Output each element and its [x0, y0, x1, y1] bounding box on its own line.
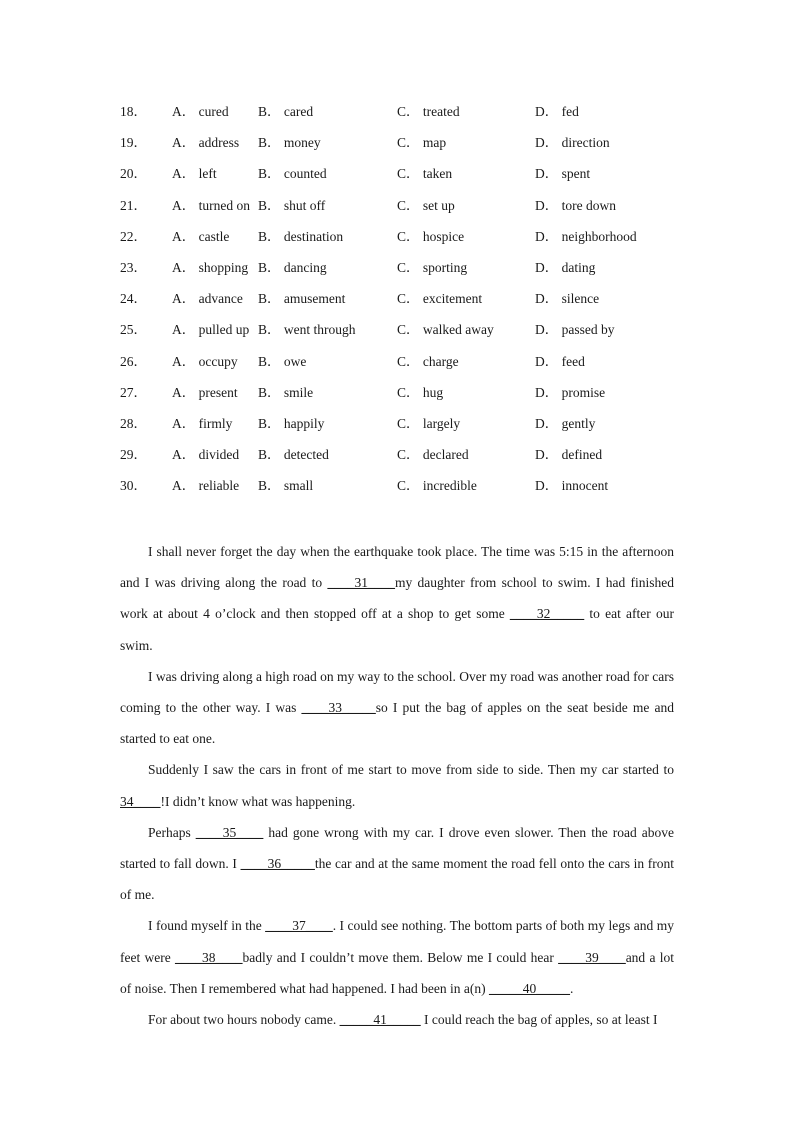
- option-d: D． silence: [535, 291, 600, 307]
- option-b: B． amusement: [258, 291, 346, 307]
- question-number: 27．: [120, 384, 147, 400]
- option-d: D． innocent: [535, 478, 609, 494]
- blank-41: _____41_____: [339, 1012, 421, 1028]
- option-d: D． direction: [535, 135, 610, 151]
- option-b: B． counted: [258, 166, 327, 182]
- option-c: C． taken: [397, 166, 453, 182]
- question-number: 24．: [120, 291, 147, 307]
- blank-37: ____37____: [265, 918, 333, 934]
- paragraph-5: [120, 910, 674, 1004]
- option-d: D． feed: [535, 353, 585, 369]
- text: badly and I couldn’t move them. Below me I could hear: [242, 949, 559, 965]
- option-c: C． set up: [397, 197, 455, 213]
- blank-32: ____32_____: [509, 606, 585, 622]
- option-c: C． incredible: [397, 478, 477, 494]
- question-number: 28．: [120, 415, 147, 431]
- option-a: A． divided: [172, 447, 240, 463]
- question-number: 19．: [120, 135, 147, 151]
- text: I was driving along a high road on my way to the school. Over my road was another road for cars coming to the other way. I was: [120, 668, 674, 716]
- option-b: B． owe: [258, 353, 307, 369]
- text: For about two hours nobody came.: [148, 1012, 340, 1028]
- option-d: D． neighborhood: [535, 228, 637, 244]
- question-number: 29．: [120, 447, 147, 463]
- option-c: C． charge: [397, 353, 459, 369]
- paragraph-4: [120, 817, 674, 911]
- question-number: 26．: [120, 353, 147, 369]
- blank-40: _____40_____: [488, 980, 570, 996]
- option-c: C． excitement: [397, 291, 483, 307]
- option-a: A． occupy: [172, 353, 238, 369]
- option-a: A． left: [172, 166, 217, 182]
- option-b: B． small: [258, 478, 314, 494]
- text: I found myself in the: [148, 918, 266, 934]
- option-c: C． largely: [397, 415, 461, 431]
- option-a: A． cured: [172, 104, 229, 119]
- blank-36: ____36_____: [240, 856, 315, 872]
- option-b: B． cared: [258, 104, 314, 119]
- option-b: B． went through: [258, 322, 356, 338]
- blank-39: ____39____: [558, 949, 626, 965]
- question-number: 20．: [120, 166, 147, 182]
- blank-33: ____33_____: [301, 700, 376, 716]
- question-number: 30．: [120, 478, 147, 494]
- option-b: B． dancing: [258, 259, 327, 275]
- option-c: C． walked away: [397, 322, 494, 338]
- option-c: C． sporting: [397, 259, 468, 275]
- text: I shall never forget the day when the earthquake took place. The time was 5:15 in the afternoon and I was driving along the road to: [120, 544, 674, 591]
- paragraph-6: [120, 1004, 674, 1035]
- question-row-30: [120, 475, 720, 506]
- option-a: A． pulled up: [172, 322, 250, 338]
- option-a: A． shopping: [172, 259, 249, 275]
- paragraph-1: [120, 536, 674, 661]
- option-d: D． fed: [535, 104, 579, 119]
- text: the car and at the same moment the road fell onto the cars in front of me.: [120, 856, 674, 903]
- options-table: [120, 101, 720, 506]
- question-row-18: [120, 101, 720, 132]
- question-row-28: [120, 413, 720, 444]
- option-b: B． detected: [258, 447, 329, 463]
- blank-38: ____38____: [175, 949, 243, 965]
- text: and a lot of noise. Then I remembered what had happened. I had been in a(n): [120, 949, 674, 996]
- question-row-20: [120, 163, 720, 194]
- option-c: C． hospice: [397, 228, 465, 244]
- question-row-26: [120, 351, 720, 382]
- option-b: B． smile: [258, 384, 314, 400]
- blank-31: ____31____: [327, 575, 395, 591]
- paragraph-2: [120, 661, 674, 755]
- text: Perhaps: [148, 824, 196, 840]
- option-d: D． passed by: [535, 322, 615, 338]
- question-row-27: [120, 382, 720, 413]
- text: had gone wrong with my car. I drove even slower. Then the road above started to fall down. I: [120, 824, 675, 872]
- option-d: D． promise: [535, 384, 606, 400]
- question-row-29: [120, 444, 720, 475]
- option-a: A． present: [172, 384, 238, 400]
- question-row-25: [120, 319, 720, 350]
- option-c: C． hug: [397, 384, 444, 400]
- blank-34: 34____: [120, 793, 161, 809]
- option-b: B． happily: [258, 415, 325, 431]
- text: I could reach the bag of apples, so at least I: [420, 1012, 658, 1028]
- option-b: B． money: [258, 135, 321, 151]
- question-row-24: [120, 288, 720, 319]
- text: . I could see nothing. The bottom parts of both my legs and my feet were: [120, 918, 675, 965]
- option-a: A． reliable: [172, 478, 240, 494]
- option-a: A． turned on: [172, 197, 250, 213]
- question-row-22: [120, 226, 720, 257]
- question-row-21: [120, 195, 720, 226]
- blank-35: ____35____: [195, 824, 264, 840]
- text: Suddenly I saw the cars in front of me start to move from side to side. Then my car started to: [148, 762, 674, 778]
- option-d: D． tore down: [535, 197, 616, 213]
- text: my daughter from school to swim. I had finished work at about 4 o’clock and then stopped off at a shop to get some: [120, 575, 674, 622]
- option-a: A． castle: [172, 228, 230, 244]
- option-a: A． advance: [172, 291, 243, 307]
- question-row-19: [120, 132, 720, 163]
- option-b: B． shut off: [258, 197, 326, 213]
- option-d: D． spent: [535, 166, 591, 182]
- question-number: 25．: [120, 322, 147, 338]
- option-c: C． treated: [397, 104, 460, 119]
- option-d: D． gently: [535, 415, 596, 431]
- question-number: 18．: [120, 104, 147, 119]
- text: !I didn’t know what was happening.: [160, 793, 356, 809]
- text: so I put the bag of apples on the seat beside me and started to eat one.: [120, 700, 674, 747]
- option-a: A． firmly: [172, 415, 233, 431]
- question-row-23: [120, 257, 720, 288]
- option-b: B． destination: [258, 228, 344, 244]
- option-c: C． map: [397, 135, 447, 151]
- question-number: 21．: [120, 197, 147, 213]
- reading-passage: [120, 536, 674, 1035]
- paragraph-3: [120, 754, 674, 816]
- text: to eat after our swim.: [120, 606, 674, 653]
- option-c: C． declared: [397, 447, 469, 463]
- option-a: A． address: [172, 135, 240, 151]
- question-number: 22．: [120, 228, 147, 244]
- option-d: D． defined: [535, 447, 603, 463]
- question-number: 23．: [120, 259, 147, 275]
- text: .: [569, 980, 574, 996]
- option-d: D． dating: [535, 259, 596, 275]
